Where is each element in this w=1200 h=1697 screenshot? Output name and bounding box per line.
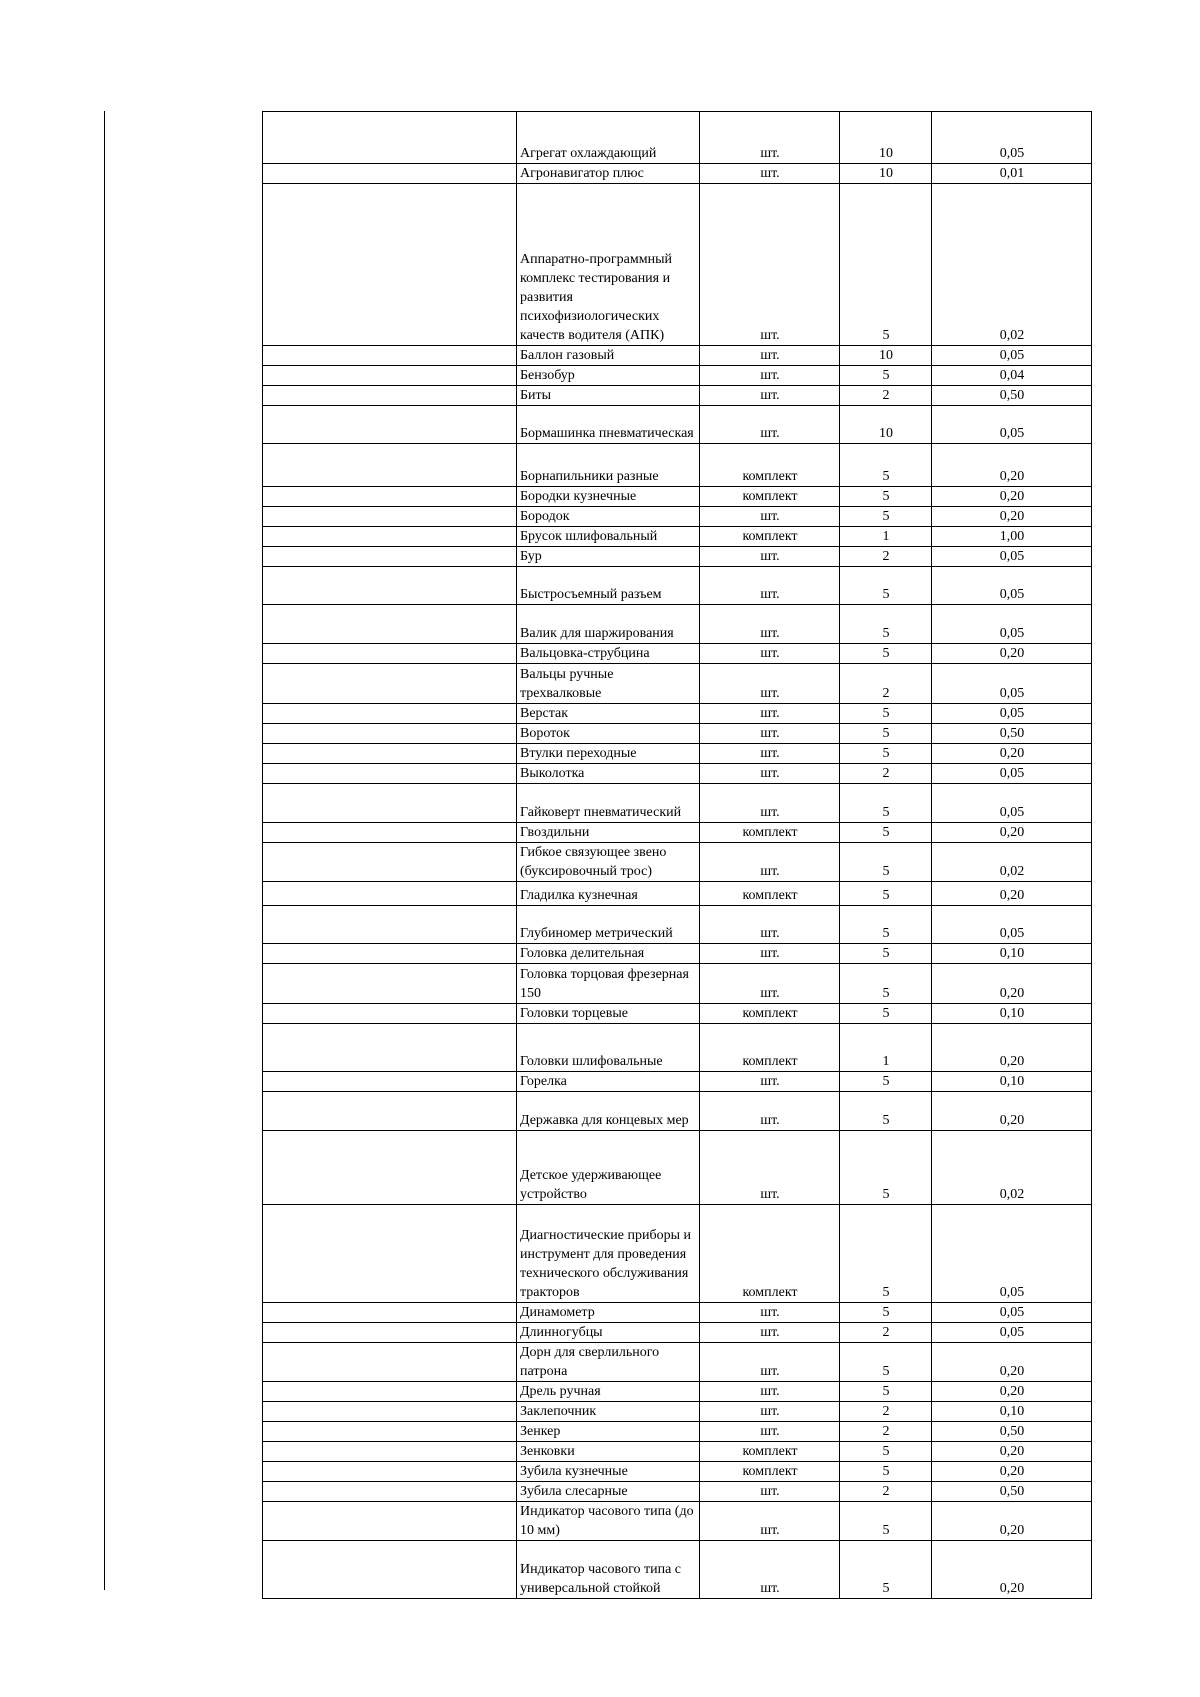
unit-cell: комплект xyxy=(700,444,840,487)
table-row xyxy=(263,406,1092,444)
coefficient-cell: 0,50 xyxy=(932,1482,1092,1502)
item-name-cell: Бур xyxy=(517,547,700,567)
item-name-cell: Гайковерт пневматический xyxy=(517,784,700,823)
quantity-cell: 2 xyxy=(840,764,932,784)
blank-cell xyxy=(263,386,517,406)
blank-cell xyxy=(263,644,517,664)
table-row xyxy=(263,882,1092,906)
unit-cell: комплект xyxy=(700,487,840,507)
quantity-cell: 5 xyxy=(840,1442,932,1462)
item-name-cell: Валик для шаржирования xyxy=(517,605,700,644)
quantity-cell: 5 xyxy=(840,784,932,823)
quantity-cell: 1 xyxy=(840,527,932,547)
item-name-cell: Гибкое связующее звено (буксировочный трос) xyxy=(517,843,700,882)
table-row xyxy=(263,1442,1092,1462)
item-name-cell: Зубила слесарные xyxy=(517,1482,700,1502)
unit-cell: шт. xyxy=(700,567,840,605)
item-name-cell: Вороток xyxy=(517,724,700,744)
table-row xyxy=(263,1205,1092,1303)
table-row xyxy=(263,1462,1092,1482)
item-name-cell: Борнапильники разные xyxy=(517,444,700,487)
coefficient-cell: 0,20 xyxy=(932,487,1092,507)
unit-cell: шт. xyxy=(700,1072,840,1092)
unit-cell: шт. xyxy=(700,184,840,346)
coefficient-cell: 0,05 xyxy=(932,547,1092,567)
item-name-cell: Горелка xyxy=(517,1072,700,1092)
table-row xyxy=(263,764,1092,784)
unit-cell: шт. xyxy=(700,1092,840,1131)
coefficient-cell: 0,20 xyxy=(932,744,1092,764)
table-row xyxy=(263,1024,1092,1072)
item-name-cell: Агронавигатор плюс xyxy=(517,164,700,184)
quantity-cell: 5 xyxy=(840,704,932,724)
quantity-cell: 5 xyxy=(840,1205,932,1303)
coefficient-cell: 0,05 xyxy=(932,1303,1092,1323)
blank-cell xyxy=(263,547,517,567)
coefficient-cell: 0,05 xyxy=(932,406,1092,444)
coefficient-cell: 0,05 xyxy=(932,1205,1092,1303)
blank-cell xyxy=(263,184,517,346)
table-row xyxy=(263,843,1092,882)
unit-cell: шт. xyxy=(700,1402,840,1422)
table-row xyxy=(263,1131,1092,1205)
blank-cell xyxy=(263,744,517,764)
table-row xyxy=(263,1072,1092,1092)
coefficient-cell: 0,50 xyxy=(932,1422,1092,1442)
coefficient-cell: 0,20 xyxy=(932,1462,1092,1482)
item-name-cell: Дрель ручная xyxy=(517,1382,700,1402)
unit-cell: шт. xyxy=(700,764,840,784)
item-name-cell: Индикатор часового типа (до 10 мм) xyxy=(517,1502,700,1541)
item-name-cell: Втулки переходные xyxy=(517,744,700,764)
unit-cell: шт. xyxy=(700,1482,840,1502)
item-name-cell: Длинногубцы xyxy=(517,1323,700,1343)
coefficient-cell: 0,50 xyxy=(932,386,1092,406)
table-row xyxy=(263,724,1092,744)
table-row xyxy=(263,507,1092,527)
item-name-cell: Гладилка кузнечная xyxy=(517,882,700,906)
quantity-cell: 5 xyxy=(840,843,932,882)
blank-cell xyxy=(263,444,517,487)
blank-cell xyxy=(263,1092,517,1131)
unit-cell: шт. xyxy=(700,164,840,184)
table-row xyxy=(263,1303,1092,1323)
quantity-cell: 10 xyxy=(840,406,932,444)
coefficient-cell: 0,20 xyxy=(932,1382,1092,1402)
quantity-cell: 5 xyxy=(840,906,932,944)
unit-cell: шт. xyxy=(700,1303,840,1323)
coefficient-cell: 0,05 xyxy=(932,567,1092,605)
coefficient-cell: 0,20 xyxy=(932,1092,1092,1131)
item-name-cell: Бородки кузнечные xyxy=(517,487,700,507)
quantity-cell: 5 xyxy=(840,724,932,744)
quantity-cell: 5 xyxy=(840,1303,932,1323)
unit-cell: шт. xyxy=(700,724,840,744)
table-row xyxy=(263,744,1092,764)
unit-cell: комплект xyxy=(700,1442,840,1462)
coefficient-cell: 0,20 xyxy=(932,507,1092,527)
blank-cell xyxy=(263,704,517,724)
unit-cell: шт. xyxy=(700,664,840,704)
blank-cell xyxy=(263,1004,517,1024)
table-row xyxy=(263,487,1092,507)
coefficient-cell: 0,05 xyxy=(932,346,1092,366)
blank-cell xyxy=(263,1422,517,1442)
unit-cell: шт. xyxy=(700,406,840,444)
blank-cell xyxy=(263,406,517,444)
item-name-cell: Головка торцовая фрезерная 150 xyxy=(517,964,700,1004)
table-row xyxy=(263,1092,1092,1131)
unit-cell: шт. xyxy=(700,1323,840,1343)
quantity-cell: 5 xyxy=(840,1092,932,1131)
blank-cell xyxy=(263,527,517,547)
quantity-cell: 10 xyxy=(840,164,932,184)
item-name-cell: Головки шлифовальные xyxy=(517,1024,700,1072)
item-name-cell: Головки торцевые xyxy=(517,1004,700,1024)
coefficient-cell: 0,20 xyxy=(932,444,1092,487)
quantity-cell: 10 xyxy=(840,112,932,164)
table-row xyxy=(263,605,1092,644)
blank-cell xyxy=(263,1131,517,1205)
blank-cell xyxy=(263,605,517,644)
blank-cell xyxy=(263,823,517,843)
coefficient-cell: 0,20 xyxy=(932,1502,1092,1541)
blank-cell xyxy=(263,1303,517,1323)
quantity-cell: 5 xyxy=(840,1131,932,1205)
unit-cell: шт. xyxy=(700,784,840,823)
item-name-cell: Динамометр xyxy=(517,1303,700,1323)
quantity-cell: 2 xyxy=(840,1422,932,1442)
quantity-cell: 5 xyxy=(840,1072,932,1092)
unit-cell: шт. xyxy=(700,605,840,644)
item-name-cell: Заклепочник xyxy=(517,1402,700,1422)
quantity-cell: 5 xyxy=(840,1541,932,1599)
coefficient-cell: 0,20 xyxy=(932,1024,1092,1072)
table-row xyxy=(263,1323,1092,1343)
coefficient-cell: 0,05 xyxy=(932,906,1092,944)
item-name-cell: Биты xyxy=(517,386,700,406)
unit-cell: шт. xyxy=(700,1541,840,1599)
quantity-cell: 5 xyxy=(840,1004,932,1024)
quantity-cell: 5 xyxy=(840,366,932,386)
quantity-cell: 5 xyxy=(840,964,932,1004)
blank-cell xyxy=(263,1072,517,1092)
blank-cell xyxy=(263,1541,517,1599)
blank-cell xyxy=(263,906,517,944)
item-name-cell: Дорн для сверлильного патрона xyxy=(517,1343,700,1382)
quantity-cell: 5 xyxy=(840,823,932,843)
table-row xyxy=(263,1541,1092,1599)
quantity-cell: 10 xyxy=(840,346,932,366)
item-name-cell: Бензобур xyxy=(517,366,700,386)
table-row xyxy=(263,1422,1092,1442)
table-row xyxy=(263,1382,1092,1402)
table-row xyxy=(263,444,1092,487)
equipment-table-body xyxy=(263,112,1092,1599)
item-name-cell: Аппаратно-программный комплекс тестирования и развития психофизиологических качеств водителя (АПК) xyxy=(517,184,700,346)
item-name-cell: Бормашинка пневматическая xyxy=(517,406,700,444)
table-row xyxy=(263,1343,1092,1382)
table-row xyxy=(263,906,1092,944)
quantity-cell: 2 xyxy=(840,1323,932,1343)
table-row xyxy=(263,112,1092,164)
unit-cell: комплект xyxy=(700,1462,840,1482)
unit-cell: шт. xyxy=(700,744,840,764)
blank-cell xyxy=(263,1402,517,1422)
table-row xyxy=(263,547,1092,567)
unit-cell: комплект xyxy=(700,527,840,547)
coefficient-cell: 0,10 xyxy=(932,1004,1092,1024)
quantity-cell: 5 xyxy=(840,567,932,605)
item-name-cell: Вальцы ручные трехвалковые xyxy=(517,664,700,704)
unit-cell: шт. xyxy=(700,1343,840,1382)
quantity-cell: 5 xyxy=(840,487,932,507)
item-name-cell: Быстросъемный разъем xyxy=(517,567,700,605)
quantity-cell: 5 xyxy=(840,944,932,964)
table-row xyxy=(263,184,1092,346)
coefficient-cell: 0,05 xyxy=(932,664,1092,704)
quantity-cell: 5 xyxy=(840,744,932,764)
table-row xyxy=(263,366,1092,386)
coefficient-cell: 0,05 xyxy=(932,1323,1092,1343)
unit-cell: шт. xyxy=(700,964,840,1004)
blank-cell xyxy=(263,507,517,527)
unit-cell: шт. xyxy=(700,1502,840,1541)
item-name-cell: Зенковки xyxy=(517,1442,700,1462)
unit-cell: шт. xyxy=(700,346,840,366)
item-name-cell: Головка делительная xyxy=(517,944,700,964)
table-row xyxy=(263,664,1092,704)
table-row xyxy=(263,784,1092,823)
blank-cell xyxy=(263,112,517,164)
quantity-cell: 1 xyxy=(840,1024,932,1072)
blank-cell xyxy=(263,724,517,744)
blank-cell xyxy=(263,346,517,366)
item-name-cell: Бородок xyxy=(517,507,700,527)
item-name-cell: Зубила кузнечные xyxy=(517,1462,700,1482)
item-name-cell: Верстак xyxy=(517,704,700,724)
item-name-cell: Вальцовка-струбцина xyxy=(517,644,700,664)
quantity-cell: 5 xyxy=(840,644,932,664)
unit-cell: комплект xyxy=(700,1024,840,1072)
blank-cell xyxy=(263,964,517,1004)
unit-cell: комплект xyxy=(700,823,840,843)
coefficient-cell: 0,10 xyxy=(932,1402,1092,1422)
coefficient-cell: 0,20 xyxy=(932,882,1092,906)
coefficient-cell: 0,20 xyxy=(932,823,1092,843)
blank-cell xyxy=(263,1343,517,1382)
blank-cell xyxy=(263,1482,517,1502)
equipment-table xyxy=(262,111,1092,1599)
blank-cell xyxy=(263,1024,517,1072)
item-name-cell: Агрегат охлаждающий xyxy=(517,112,700,164)
coefficient-cell: 0,20 xyxy=(932,1541,1092,1599)
coefficient-cell: 0,05 xyxy=(932,112,1092,164)
quantity-cell: 5 xyxy=(840,1382,932,1402)
coefficient-cell: 0,02 xyxy=(932,184,1092,346)
coefficient-cell: 0,05 xyxy=(932,704,1092,724)
table-row xyxy=(263,164,1092,184)
unit-cell: комплект xyxy=(700,1205,840,1303)
coefficient-cell: 0,02 xyxy=(932,1131,1092,1205)
blank-cell xyxy=(263,1442,517,1462)
coefficient-cell: 0,20 xyxy=(932,964,1092,1004)
unit-cell: шт. xyxy=(700,1131,840,1205)
quantity-cell: 2 xyxy=(840,1402,932,1422)
quantity-cell: 5 xyxy=(840,444,932,487)
unit-cell: шт. xyxy=(700,386,840,406)
coefficient-cell: 0,04 xyxy=(932,366,1092,386)
quantity-cell: 5 xyxy=(840,605,932,644)
item-name-cell: Баллон газовый xyxy=(517,346,700,366)
table-row xyxy=(263,567,1092,605)
unit-cell: шт. xyxy=(700,1382,840,1402)
item-name-cell: Выколотка xyxy=(517,764,700,784)
quantity-cell: 2 xyxy=(840,547,932,567)
table-row xyxy=(263,1004,1092,1024)
coefficient-cell: 0,20 xyxy=(932,1442,1092,1462)
table-row xyxy=(263,386,1092,406)
unit-cell: шт. xyxy=(700,507,840,527)
blank-cell xyxy=(263,1462,517,1482)
table-row xyxy=(263,527,1092,547)
blank-cell xyxy=(263,487,517,507)
coefficient-cell: 0,05 xyxy=(932,784,1092,823)
item-name-cell: Индикатор часового типа с универсальной стойкой xyxy=(517,1541,700,1599)
table-row xyxy=(263,944,1092,964)
unit-cell: шт. xyxy=(700,906,840,944)
table-row xyxy=(263,964,1092,1004)
table-row xyxy=(263,1402,1092,1422)
quantity-cell: 2 xyxy=(840,386,932,406)
item-name-cell: Гвоздильни xyxy=(517,823,700,843)
coefficient-cell: 0,05 xyxy=(932,764,1092,784)
table-row xyxy=(263,704,1092,724)
blank-cell xyxy=(263,664,517,704)
blank-cell xyxy=(263,1205,517,1303)
quantity-cell: 5 xyxy=(840,882,932,906)
item-name-cell: Брусок шлифовальный xyxy=(517,527,700,547)
coefficient-cell: 0,20 xyxy=(932,644,1092,664)
quantity-cell: 5 xyxy=(840,1462,932,1482)
quantity-cell: 5 xyxy=(840,1502,932,1541)
unit-cell: шт. xyxy=(700,366,840,386)
coefficient-cell: 0,05 xyxy=(932,605,1092,644)
unit-cell: шт. xyxy=(700,944,840,964)
unit-cell: шт. xyxy=(700,547,840,567)
quantity-cell: 2 xyxy=(840,1482,932,1502)
coefficient-cell: 1,00 xyxy=(932,527,1092,547)
coefficient-cell: 0,02 xyxy=(932,843,1092,882)
coefficient-cell: 0,01 xyxy=(932,164,1092,184)
unit-cell: шт. xyxy=(700,843,840,882)
unit-cell: комплект xyxy=(700,882,840,906)
table-row xyxy=(263,823,1092,843)
coefficient-cell: 0,20 xyxy=(932,1343,1092,1382)
left-margin-rule xyxy=(104,111,105,1590)
blank-cell xyxy=(263,567,517,605)
unit-cell: шт. xyxy=(700,112,840,164)
unit-cell: шт. xyxy=(700,704,840,724)
item-name-cell: Диагностические приборы и инструмент для проведения технического обслуживания тракторов xyxy=(517,1205,700,1303)
blank-cell xyxy=(263,1502,517,1541)
unit-cell: шт. xyxy=(700,644,840,664)
table-row xyxy=(263,644,1092,664)
quantity-cell: 2 xyxy=(840,664,932,704)
coefficient-cell: 0,50 xyxy=(932,724,1092,744)
table-row xyxy=(263,346,1092,366)
unit-cell: комплект xyxy=(700,1004,840,1024)
quantity-cell: 5 xyxy=(840,507,932,527)
item-name-cell: Детское удерживающее устройство xyxy=(517,1131,700,1205)
blank-cell xyxy=(263,164,517,184)
blank-cell xyxy=(263,1382,517,1402)
blank-cell xyxy=(263,764,517,784)
blank-cell xyxy=(263,843,517,882)
item-name-cell: Глубиномер метрический xyxy=(517,906,700,944)
quantity-cell: 5 xyxy=(840,184,932,346)
blank-cell xyxy=(263,882,517,906)
coefficient-cell: 0,10 xyxy=(932,944,1092,964)
item-name-cell: Зенкер xyxy=(517,1422,700,1442)
table-row xyxy=(263,1502,1092,1541)
coefficient-cell: 0,10 xyxy=(932,1072,1092,1092)
quantity-cell: 5 xyxy=(840,1343,932,1382)
blank-cell xyxy=(263,784,517,823)
blank-cell xyxy=(263,1323,517,1343)
item-name-cell: Державка для концевых мер xyxy=(517,1092,700,1131)
blank-cell xyxy=(263,944,517,964)
blank-cell xyxy=(263,366,517,386)
table-row xyxy=(263,1482,1092,1502)
unit-cell: шт. xyxy=(700,1422,840,1442)
